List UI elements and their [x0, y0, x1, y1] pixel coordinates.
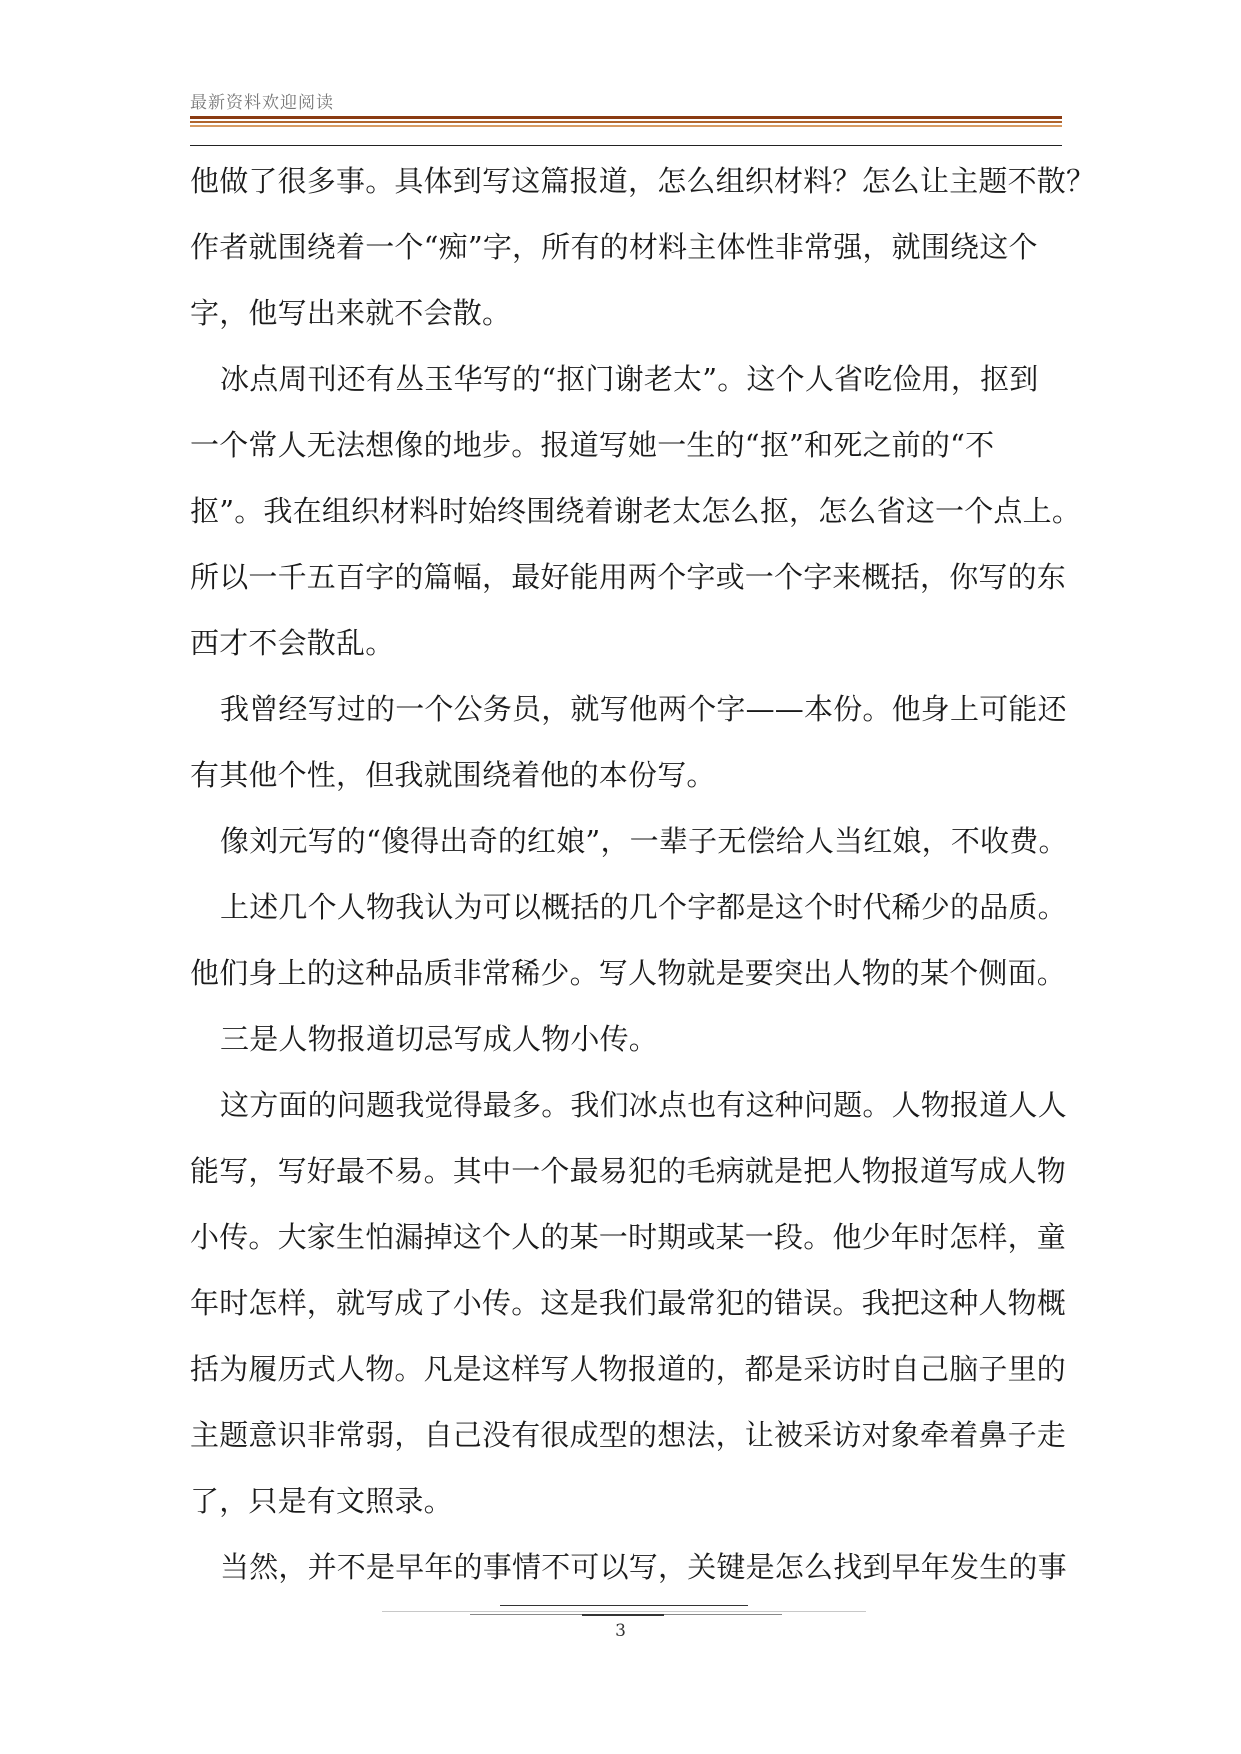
text-line: 年时怎样，就写成了小传。这是我们最常犯的错误。我把这种人物概: [190, 1286, 1067, 1320]
header-rule: [190, 116, 1062, 119]
text-line: 上述几个人物我认为可以概括的几个字都是这个时代稀少的品质。: [220, 890, 1067, 924]
header-rule: [190, 121, 1062, 123]
text-line: 有其他个性，但我就围绕着他的本份写。: [190, 758, 716, 792]
text-line: 字，他写出来就不会散。: [190, 296, 512, 330]
header-divider: [190, 145, 1062, 146]
text-line: 小传。大家生怕漏掉这个人的某一时期或某一段。他少年时怎样，童: [190, 1220, 1067, 1254]
text-line: 这方面的问题我觉得最多。我们冰点也有这种问题。人物报道人人: [220, 1088, 1067, 1122]
footer-rule: [582, 1614, 664, 1616]
text-line: 了，只是有文照录。: [190, 1484, 453, 1518]
header-rule: [190, 125, 1062, 127]
text-line: 他们身上的这种品质非常稀少。写人物就是要突出人物的某个侧面。: [190, 956, 1067, 990]
text-line: 他做了很多事。具体到写这篇报道，怎么组织材料？怎么让主题不散？: [190, 164, 1096, 198]
document-body: [190, 148, 1096, 1600]
text-line: 冰点周刊还有丛玉华写的“抠门谢老太”。这个人省吃俭用，抠到: [220, 362, 1039, 396]
text-line: 作者就围绕着一个“痴”字，所有的材料主体性非常强，就围绕这个: [190, 230, 1038, 264]
header-title: 最新资料欢迎阅读: [190, 93, 334, 113]
text-line: 括为履历式人物。凡是这样写人物报道的，都是采访时自己脑子里的: [190, 1352, 1067, 1386]
page-number: 3: [615, 1621, 626, 1641]
text-line: 抠”。我在组织材料时始终围绕着谢老太怎么抠，怎么省这一个点上。: [190, 494, 1082, 528]
text-line: 西才不会散乱。: [190, 626, 395, 660]
text-line: 当然，并不是早年的事情不可以写，关键是怎么找到早年发生的事: [220, 1550, 1067, 1584]
footer-rule: [500, 1605, 748, 1606]
text-line: 像刘元写的“傻得出奇的红娘”，一辈子无偿给人当红娘，不收费。: [220, 824, 1068, 858]
text-line: 能写，写好最不易。其中一个最易犯的毛病就是把人物报道写成人物: [190, 1154, 1067, 1188]
text-line: 所以一千五百字的篇幅，最好能用两个字或一个字来概括，你写的东: [190, 560, 1067, 594]
text-line: 一个常人无法想像的地步。报道写她一生的“抠”和死之前的“不: [190, 428, 995, 462]
text-line: 三是人物报道切忌写成人物小传。: [220, 1022, 659, 1056]
text-line: 我曾经写过的一个公务员，就写他两个字——本份。他身上可能还: [220, 692, 1067, 726]
text-line: 主题意识非常弱，自己没有很成型的想法，让被采访对象牵着鼻子走: [190, 1418, 1067, 1452]
footer-rule: [382, 1611, 866, 1612]
